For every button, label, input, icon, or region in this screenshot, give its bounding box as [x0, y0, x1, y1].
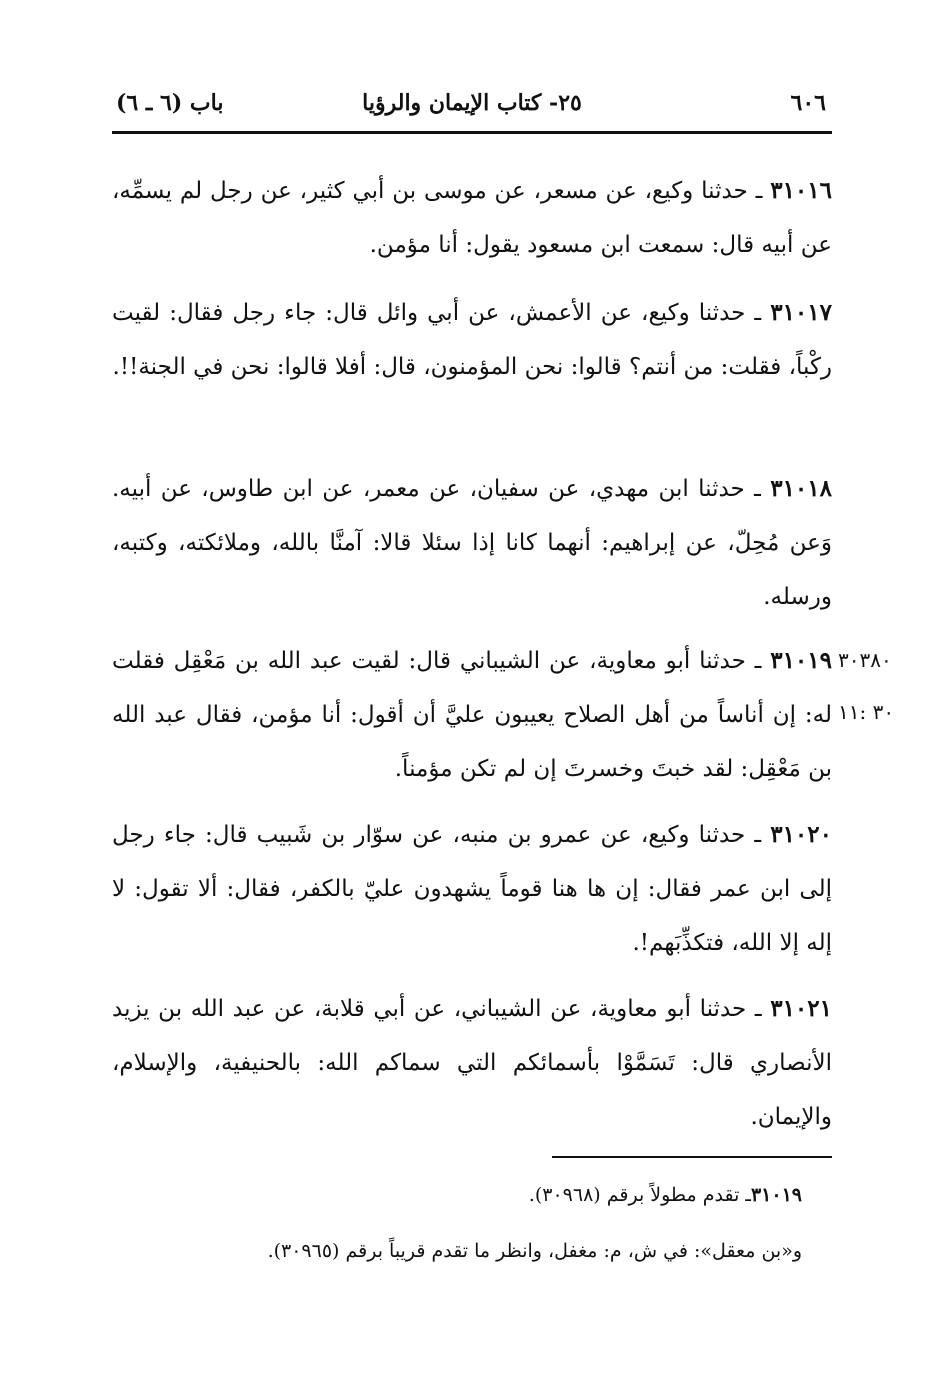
hadith-text: ـ حدثنا وكيع، عن عمرو بن منبه، عن سوّار بن شَبيب قال: جاء رجل إلى ابن عمر فقال: إن ها هنا قوماً يشهدون عليّ بالكفر، فقال: ألا تقول: لا إله إلا الله، فتكذِّبَهم!. [112, 822, 832, 956]
footnote-text: ـ تقدم مطولاً برقم (٣٠٩٦٨). [528, 1184, 751, 1206]
page-header [112, 90, 832, 126]
book-title: ٢٥- كتاب الإيمان والرؤيا [362, 90, 582, 116]
footnote-divider [552, 1156, 832, 1158]
hadith-number: ٣١٠١٨ [770, 475, 832, 502]
hadith-text: ـ حدثنا أبو معاوية، عن الشيباني قال: لقيت عبد الله بن مَعْقِل فقلت له: إن أناساً من أهل الصلاح يعيبون عليَّ أن أقول: أنا مؤمن، فقال عبد الله بن مَعْقِل: لقد خبتَ وخسرتَ إن لم تكن مؤمناً. [112, 648, 832, 782]
margin-reference: ٣٠ :١١ [838, 700, 895, 724]
hadith-entry [112, 982, 832, 1144]
page-number: ٦٠٦ [790, 90, 826, 116]
hadith-number: ٣١٠١٩ [770, 647, 832, 674]
hadith-text: ـ حدثنا أبو معاوية، عن الشيباني، عن أبي قلابة، عن عبد الله بن يزيد الأنصاري قال: تَسَمَّوْا بأسمائكم التي سماكم الله: بالحنيفية، والإسلام، والإيمان. [112, 996, 832, 1130]
hadith-entry [112, 462, 832, 624]
hadith-text: ـ حدثنا وكيع، عن مسعر، عن موسى بن أبي كثير، عن رجل لم يسمِّه، عن أبيه قال: سمعت ابن مسعود يقول: أنا مؤمن. [112, 178, 832, 258]
footnote-text: و«بن معقل»: في ش، م: مغفل، وانظر ما تقدم قريباً برقم (٣٠٩٦٥). [267, 1240, 802, 1262]
hadith-text: ـ حدثنا ابن مهدي، عن سفيان، عن معمر، عن ابن طاوس، عن أبيه. وَعن مُحِلّ، عن إبراهيم: أنهما كانا إذا سئلا قالا: آمنَّا بالله، وملائكته، وكتبه، ورسله. [112, 476, 832, 610]
hadith-entry [112, 286, 832, 394]
header-divider [112, 131, 832, 134]
footnote [112, 1180, 802, 1210]
hadith-number: ٣١٠١٧ [770, 299, 832, 326]
hadith-text: ـ حدثنا وكيع، عن الأعمش، عن أبي وائل قال: جاء رجل فقال: لقيت ركْباً، فقلت: من أنتم؟ قالوا: نحن المؤمنون، قال: أفلا قالوا: نحن في الجنة!!. [112, 300, 832, 380]
hadith-entry [112, 808, 832, 970]
chapter-label: باب (٦ ـ ٦) [116, 90, 224, 116]
margin-reference: ٣٠٣٨٠ [838, 648, 892, 672]
hadith-number: ٣١٠٢٠ [770, 821, 832, 848]
hadith-entry [112, 164, 832, 272]
hadith-number: ٣١٠١٦ [770, 177, 832, 204]
footnote [112, 1236, 802, 1266]
hadith-entry [112, 634, 832, 796]
footnote-number: ٣١٠١٩ [750, 1184, 802, 1206]
hadith-number: ٣١٠٢١ [770, 995, 832, 1022]
